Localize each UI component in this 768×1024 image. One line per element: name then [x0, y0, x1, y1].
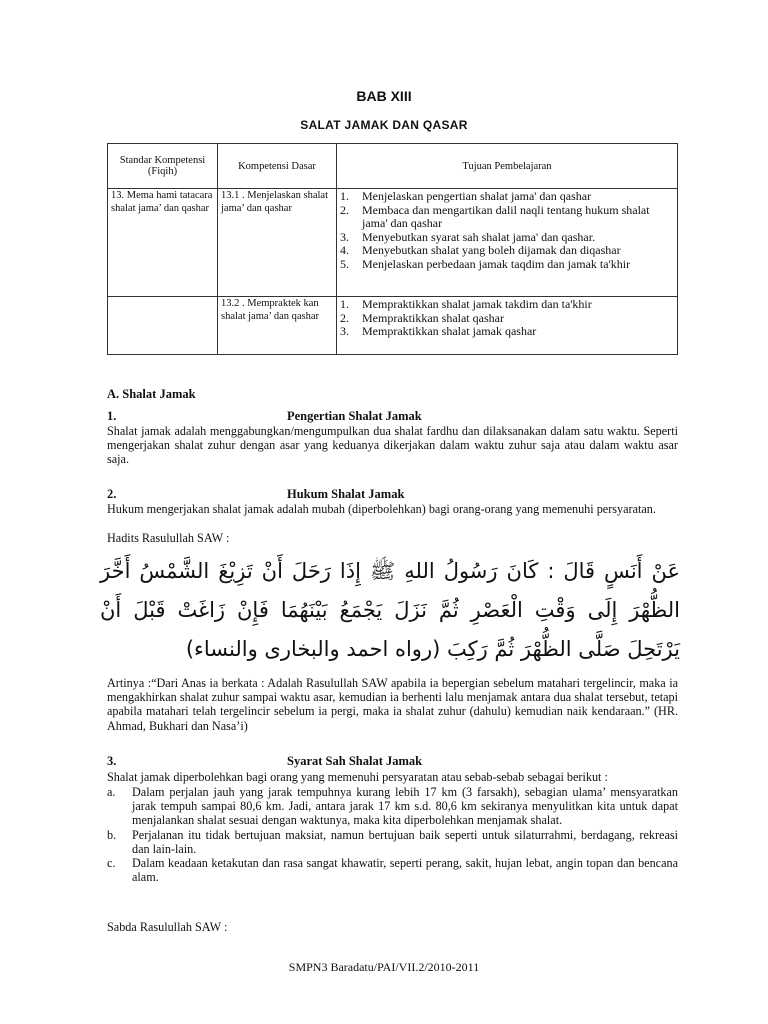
table-header-row	[108, 144, 678, 189]
section-1-title: Pengertian Shalat Jamak	[287, 409, 422, 423]
section-2-number: 2.	[107, 487, 117, 501]
section-3-title: Syarat Sah Shalat Jamak	[287, 754, 423, 768]
sabda-intro: Sabda Rasulullah SAW :	[107, 920, 228, 934]
page-footer: SMPN3 Baradatu/PAI/VII.2/2010-2011	[288, 960, 480, 974]
cell-objectives	[337, 189, 678, 297]
cell-kompetensi-dasar: 13.1 . Menjelaskan shalat jama’ dan qashar	[218, 189, 337, 297]
objective-item: 1. Mempraktikkan shalat jamak takdim dan ta'khir	[340, 297, 592, 311]
requirements-list	[107, 785, 678, 884]
header-standar-kompetensi: Standar Kompetensi (Fiqih)	[108, 144, 218, 189]
chapter-subtitle: SALAT JAMAK DAN QASAR	[300, 118, 468, 132]
list-item: a. Dalam perjalan jauh yang jarak tempuhnya kurang lebih 17 km (3 farsakh), sebagian ulama’ mensyaratkan jarak tempuh sampai 80,6 km. Jadi, antara jarak 17 km s.d. 80,6 km sekiranya menyulitkan kita untuk dapat menjalankan shalat sesuai dengan waktunya, maka kita diperbolehkan menjamak shalat.	[107, 785, 678, 828]
section-1-number: 1.	[107, 409, 117, 423]
cell-kompetensi-dasar: 13.2 . Mempraktek kan shalat jama’ dan qashar	[218, 297, 337, 355]
hadith-arabic-text: عَنْ أَنَسٍ قَالَ : كَانَ رَسُولُ اللهِ ﷺ إِذَا رَحَلَ أَنْ تَزِيْغَ الشَّمْسُ أَخَّرَ الظُّهْرَ إِلَى وَقْتِ الْعَصْرِ ثُمَّ نَزَلَ يَجْمَعُ بَيْنَهُمَا فَإِنْ زَاغَتْ قَبْلَ أَنْ يَرْتَحِلَ صَلَّى الظُّهْرَ ثُمَّ رَكِبَ (رواه احمد والبخارى والنساء)	[100, 559, 680, 661]
section-3-number: 3.	[107, 754, 117, 768]
chapter-title: BAB XIII	[356, 88, 412, 104]
header-kompetensi-dasar: Kompetensi Dasar	[218, 144, 337, 189]
list-item: b. Perjalanan itu tidak bertujuan maksiat, namun bertujuan baik seperti untuk silaturrahmi, berdagang, rekreasi dan lain-lain.	[107, 827, 678, 856]
cell-objectives	[337, 297, 678, 355]
objective-item: 5. Menjelaskan perbedaan jamak taqdim dan jamak ta'khir	[340, 256, 631, 271]
objective-item: 3. Menyebutkan syarat sah shalat jama' dan qashar.	[340, 229, 596, 244]
table-row	[108, 297, 678, 355]
section-2-title: Hukum Shalat Jamak	[287, 487, 405, 501]
hadith-intro: Hadits Rasulullah SAW :	[107, 531, 230, 545]
objective-item: 1. Menjelaskan pengertian shalat jama' dan qashar	[340, 189, 592, 203]
table-row	[108, 189, 678, 297]
section-2-text: Hukum mengerjakan shalat jamak adalah mubah (diperbolehkan) bagi orang-orang yang memenuhi persyaratan.	[107, 502, 656, 516]
section-1-text: Shalat jamak adalah menggabungkan/mengumpulkan dua shalat fardhu dan dilaksanakan dalam satu waktu. Seperti mengerjakan shalat zuhur dengan asar yang keduanya dikerjakan dalam waktu zuhur saja atau dalam waktu asar saja.	[107, 424, 678, 467]
hadith-translation: Artinya :“Dari Anas ia berkata : Adalah Rasulullah SAW apabila ia bepergian sebelum matahari tergelincir, maka ia mengakhirkan shalat zuhur sampai waktu asar, kemudian ia berhenti lalu menjamak antara dua shalat tersebut, tetapi apabila matahari telah tergelincir sebelum ia pergi, maka ia shalat zuhur (dahulu) kemudian naik kendaraan.” (HR. Ahmad, Bukhari dan Nasa’i)	[107, 676, 678, 733]
section-3-intro: Shalat jamak diperbolehkan bagi orang yang memenuhi persyaratan atau sebab-sebab sebagai berikut :	[107, 770, 608, 784]
cell-standar-kompetensi	[108, 297, 218, 355]
competency-table	[107, 143, 678, 355]
objective-item: 4. Menyebutkan shalat yang boleh dijamak dan diqashar	[340, 243, 621, 257]
section-a-heading: A. Shalat Jamak	[107, 387, 196, 401]
objective-item: 2. Membaca dan mengartikan dalil naqli tentang hukum shalat jama' dan qashar	[340, 202, 650, 230]
list-item: c. Dalam keadaan ketakutan dan rasa sangat khawatir, seperti perang, sakit, hujan lebat, angin topan dan bencana alam.	[107, 856, 678, 885]
objective-item: 2. Mempraktikkan shalat qashar	[340, 310, 504, 325]
cell-standar-kompetensi: 13. Mema hami tatacara shalat jama’ dan qashar	[108, 189, 218, 297]
header-tujuan-pembelajaran: Tujuan Pembelajaran	[337, 144, 678, 189]
objective-item: 3. Mempraktikkan shalat jamak qashar	[340, 324, 537, 338]
